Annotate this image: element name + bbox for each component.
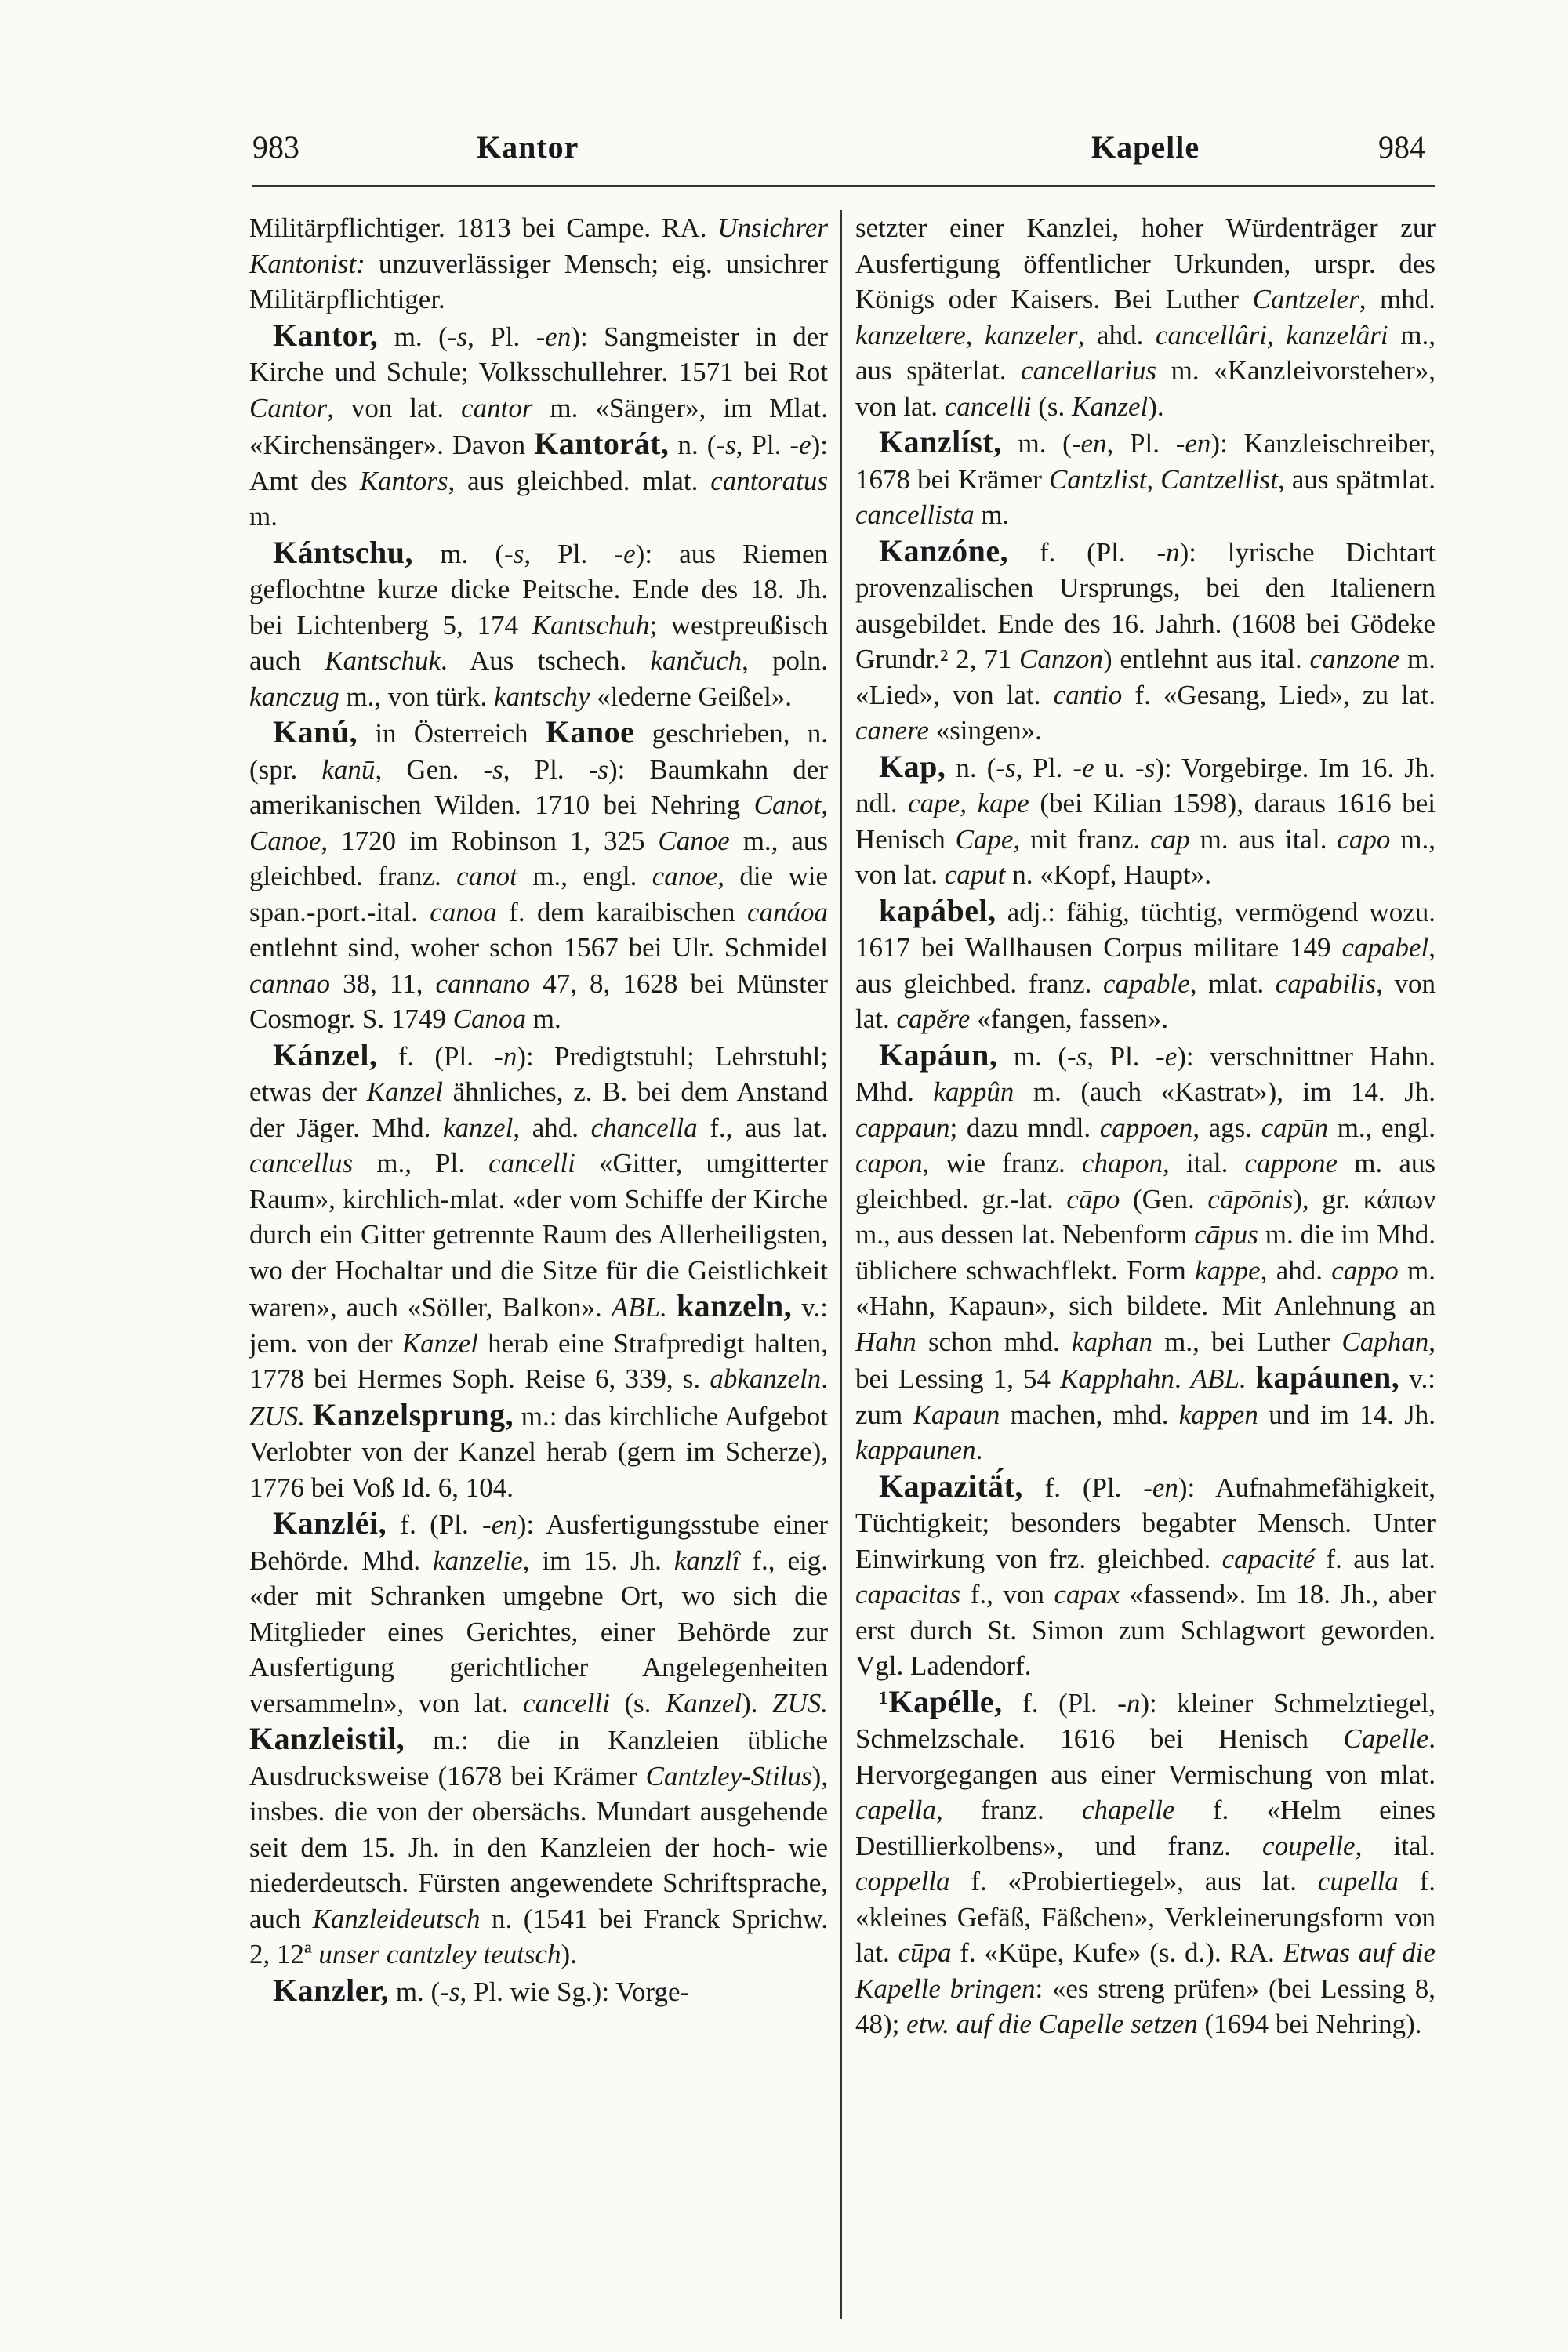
entry-text: «fassend». Im 18. Jh., aber erst durch St. Simon zum Schlagwort geworden. Vgl. Ladendorf. <box>855 1579 1436 1681</box>
entry-text: n. (- <box>669 430 726 460</box>
italic-text: Kapaun <box>913 1399 1000 1430</box>
entry-text: entlehnt sind, woher schon 1567 bei Ulr. Schmidel <box>249 932 828 963</box>
entry-text: , bei Lessing 1, 54 <box>855 1326 1436 1394</box>
italic-text: Hahn <box>855 1326 916 1357</box>
italic-text: e <box>1082 752 1094 783</box>
headword: Kanzlíst, <box>879 424 1002 459</box>
italic-text: ZUS. <box>772 1687 828 1719</box>
italic-text: cancellus <box>249 1148 354 1178</box>
entry-text: f. (Pl. - <box>1008 536 1167 568</box>
italic-text: Etwas auf die Kapelle bringen <box>855 1937 1436 2004</box>
italic-text: e <box>799 430 811 460</box>
italic-text: capĕre <box>896 1004 971 1034</box>
entry-text: ): Amt des <box>249 430 828 496</box>
entry-text: ): aus Riemen geflochtne kurze dicke Peitsche. Ende des 18. Jh. bei Lichtenberg 5, 174 <box>249 538 828 641</box>
italic-text: n <box>1126 1687 1141 1719</box>
entry-text: m. (- <box>1001 428 1081 459</box>
italic-text: chapelle <box>1082 1795 1175 1825</box>
italic-text: Kantschuh <box>532 609 650 641</box>
italic-text: Canoe <box>658 825 730 856</box>
dictionary-entry <box>249 714 828 1037</box>
italic-text: cūpa <box>898 1937 952 1968</box>
entry-text: , 1720 im Robinson 1, 325 <box>321 825 659 856</box>
entry-text: m. «Lied», von lat. <box>855 644 1436 710</box>
entry-text: , die wie span.-port.-ital. <box>249 861 828 927</box>
entry-text: setzter einer Kanzlei, hoher Würdenträger zur Ausfertigung öffentlicher Urkunden, urspr. des Königs oder Kaisers. Bei Luther <box>855 212 1436 314</box>
italic-text: kappûn <box>933 1076 1014 1107</box>
entry-text: f. «Helm eines Destillierkolbens», und franz. <box>855 1795 1436 1861</box>
entry-text: f., von <box>960 1579 1054 1610</box>
entry-text: m. <box>526 1004 561 1034</box>
italic-text: s <box>725 430 736 460</box>
headword: Kantorát, <box>534 426 670 461</box>
italic-text: kanzlî <box>673 1544 740 1576</box>
headword: kanzeln, <box>676 1288 793 1323</box>
dictionary-entry <box>855 1037 1436 1468</box>
italic-text: s <box>597 753 609 785</box>
entry-text: 47, 8, 1628 bei Münster Cosmogr. S. 1749 <box>249 967 828 1034</box>
entry-text: , ahd. <box>513 1112 591 1143</box>
entry-text: f. «kleines Gefäß, Fäßchen», Verkleinerungsform von lat. <box>855 1866 1436 1968</box>
dictionary-entry <box>855 1468 1436 1684</box>
italic-text: chapon <box>1081 1148 1163 1178</box>
italic-text: Canot, Canoe <box>249 789 828 856</box>
italic-text: kappaunen <box>855 1435 976 1465</box>
italic-text: cappone <box>1244 1148 1338 1178</box>
italic-text: s <box>1076 1040 1087 1072</box>
entry-text: Militärpflichtiger. 1813 bei Campe. RA. <box>249 212 718 243</box>
entry-text: m.: die in Kanzleien übliche Ausdrucksweise (1678 bei Krämer <box>249 1725 828 1791</box>
entry-text: m., aus späterlat. <box>855 319 1436 386</box>
entry-text: m., Pl. <box>353 1148 489 1178</box>
entry-text: , Pl. wie Sg.): Vorge- <box>459 1976 690 2007</box>
italic-text: coupelle <box>1262 1830 1356 1861</box>
entry-text: f. «Gesang, Lied», zu lat. <box>1122 679 1436 710</box>
entry-text: ähnliches, z. B. bei dem Anstand der Jäger. Mhd. <box>249 1076 828 1143</box>
headword: Kanzler, <box>273 1972 390 2008</box>
italic-text: unser cantzley teutsch <box>318 1939 561 1969</box>
dictionary-entry <box>249 535 828 715</box>
entry-text: herab eine Strafpredigt halten, 1778 bei Hermes Soph. Reise 6, 339, s. <box>249 1327 828 1394</box>
entry-text: . Hervorgegangen aus einer Vermischung von mlat. <box>855 1723 1436 1790</box>
italic-text: cupella <box>1317 1866 1399 1896</box>
italic-text: cantoratus <box>710 465 828 496</box>
italic-text: Kantschuk <box>325 645 441 676</box>
italic-text: Kanzel <box>401 1327 479 1359</box>
italic-text: s <box>1005 752 1016 783</box>
dictionary-entry <box>855 749 1436 893</box>
entry-text: m. (auch «Kastrat»), im 14. Jh. <box>1014 1076 1436 1107</box>
headword: Kanzléi, <box>273 1505 387 1541</box>
entry-text: f. (Pl. - <box>1002 1687 1127 1719</box>
entry-text: ): Ausfertigungsstube einer Behörde. Mhd. <box>249 1509 828 1576</box>
italic-text: capabilis <box>1275 967 1377 999</box>
italic-text: Cantzeler <box>1252 284 1359 314</box>
entry-text: machen, mhd. <box>1000 1399 1179 1430</box>
italic-text: s <box>456 321 468 352</box>
headword: ¹Kapélle, <box>879 1683 1003 1719</box>
entry-text: f. «Probiertiegel», aus lat. <box>949 1866 1318 1896</box>
italic-text: kantschy <box>494 681 590 712</box>
entry-text: , Pl. - <box>1106 428 1185 459</box>
dictionary-entry <box>249 1973 828 2010</box>
italic-text: Kantors <box>359 465 448 496</box>
entry-text: m. (- <box>378 321 457 352</box>
entry-text: , von lat. <box>327 392 462 423</box>
italic-text: capacitas <box>855 1579 961 1610</box>
right-page-number: 984 <box>1378 129 1425 165</box>
italic-text: en <box>1080 428 1107 459</box>
entry-text: , aus gleichbed. franz. <box>855 932 1436 999</box>
dictionary-entry <box>249 1505 828 1973</box>
italic-text: n <box>503 1040 517 1072</box>
entry-text: , im 15. Jh. <box>522 1544 674 1576</box>
italic-text: kančuch <box>650 645 742 676</box>
italic-text: abkanzeln <box>710 1363 822 1394</box>
headword: Kántschu, <box>273 534 413 570</box>
entry-text: , mhd. <box>1359 284 1436 314</box>
italic-text: kanzel <box>442 1112 514 1143</box>
italic-text: cāpus <box>1194 1219 1258 1250</box>
entry-text: ): kleiner Schmelztiegel, Schmelzschale. 1616 bei Henisch <box>855 1687 1436 1754</box>
headword: Kap, <box>879 748 946 784</box>
entry-text: , ags. <box>1192 1112 1261 1143</box>
italic-text: coppella <box>855 1866 950 1896</box>
entry-text: , Pl. - <box>467 321 546 352</box>
italic-text: canere <box>855 715 929 746</box>
italic-text: s <box>513 538 524 569</box>
italic-text: ABL. <box>611 1292 667 1323</box>
entry-text: und im 14. Jh. <box>1258 1399 1436 1430</box>
entry-text: , ahd. <box>1260 1254 1332 1286</box>
left-column <box>249 210 828 2327</box>
entry-text <box>667 1292 677 1323</box>
entry-text: ): lyrische Dichtart provenzalischen Ursprungs, bei den Italienern ausgebildet. Ende des 16. Jahrh. (1608 bei Gödeke Grundr.² 2, 71 <box>855 536 1436 674</box>
italic-text: cap <box>1150 823 1190 855</box>
entry-text: ) entlehnt aus ital. <box>1102 644 1310 674</box>
italic-text: Unsichrer Kantonist: <box>249 212 828 279</box>
entry-text: n. (1541 bei Franck Sprichw. 2, 12ª <box>249 1903 828 1969</box>
header-rule <box>252 185 1435 187</box>
entry-text: m., engl. <box>517 861 652 891</box>
entry-text: f., eig. «der mit Schranken umgebne Ort, wo sich die Mitglieder eines Gerichtes, einer Behörde zur Ausfertigung gerichtlicher Angelegenheiten versammeln», von lat. <box>249 1544 828 1719</box>
italic-text: capo <box>1337 823 1391 855</box>
italic-text: cancellarius <box>1021 355 1157 386</box>
headword: Kanzleistil, <box>249 1721 405 1756</box>
entry-text: (Gen. <box>1120 1183 1208 1214</box>
italic-text: cāpōnis <box>1207 1183 1294 1214</box>
italic-text: s <box>1144 752 1156 783</box>
italic-text: en <box>545 321 572 352</box>
italic-text: en <box>1185 428 1211 459</box>
entry-text: m. aus gleichbed. gr.-lat. <box>855 1148 1436 1214</box>
italic-text: canzone <box>1309 644 1400 674</box>
italic-text: Cape <box>955 823 1014 855</box>
italic-text: cappo <box>1331 1254 1399 1286</box>
headword: Kantor, <box>273 317 379 353</box>
italic-text: kappen <box>1178 1399 1258 1430</box>
left-page-number: 983 <box>252 129 299 165</box>
entry-text: , Pl. - <box>1015 752 1083 783</box>
italic-text: Kanzleideutsch <box>312 1903 481 1934</box>
entry-text: f. (Pl. - <box>377 1040 503 1072</box>
headword: Kapáun, <box>879 1036 998 1073</box>
entry-text: «lederne Geißel». <box>590 681 793 712</box>
entry-continuation <box>855 210 1436 424</box>
entry-text: (s. <box>1031 390 1073 422</box>
italic-text: cāpo <box>1066 1183 1120 1214</box>
entry-text: . <box>821 1363 828 1394</box>
italic-text: n <box>1166 536 1180 568</box>
italic-text: Cantor <box>249 392 328 423</box>
entry-text: ): Aufnahmefähigkeit, Tüchtigkeit; besonders begabter Mensch. Unter Einwirkung von frz. gleichbed. <box>855 1472 1436 1574</box>
entry-text: ). <box>1148 390 1164 422</box>
entry-continuation <box>249 210 828 318</box>
entry-text: : «es streng prüfen» (bei Lessing 8, 48); <box>855 1973 1436 2039</box>
italic-text: canoe <box>652 861 718 891</box>
italic-text: kanczug <box>249 681 339 712</box>
italic-text: capabel <box>1341 932 1429 963</box>
italic-text: etw. auf die Capelle setzen <box>906 2009 1198 2039</box>
italic-text: capacité <box>1221 1543 1316 1574</box>
entry-text: , Gen. - <box>375 753 493 785</box>
entry-text: geschrieben, n. (spr. <box>249 718 828 785</box>
headword: Kanzóne, <box>879 532 1009 568</box>
italic-text: cannao <box>249 967 331 999</box>
entry-text: ). <box>742 1687 772 1719</box>
italic-text: e <box>623 538 636 569</box>
entry-text: ; westpreußisch auch <box>249 609 828 676</box>
italic-text: capon <box>855 1148 923 1178</box>
entry-text: (s. <box>609 1687 666 1719</box>
dictionary-entry <box>855 424 1436 533</box>
italic-text: capax <box>1054 1579 1120 1610</box>
italic-text: Capelle <box>1343 1723 1429 1754</box>
entry-text: , Pl. - <box>1087 1040 1165 1072</box>
entry-text: (1694 bei Nehring). <box>1197 2009 1422 2039</box>
entry-text: m., von türk. <box>339 681 495 712</box>
italic-text: Kanzel <box>665 1687 742 1719</box>
italic-text: cancelli <box>944 390 1032 422</box>
entry-text: . <box>975 1435 983 1465</box>
italic-text: en <box>1152 1472 1178 1503</box>
italic-text: Cantzlist, Cantzellist <box>1048 463 1279 495</box>
entry-text: m. (- <box>997 1040 1076 1072</box>
entry-text: ): Sangmeister in der Kirche und Schule; Volksschullehrer. 1571 bei Rot <box>249 321 828 387</box>
italic-text: Canoa <box>452 1004 526 1034</box>
entry-text: , Pl. - <box>524 538 624 569</box>
entry-text: , aus spätmlat. <box>1278 463 1436 495</box>
entry-text: , aus gleichbed. mlat. <box>448 465 711 496</box>
entry-text: . <box>1174 1363 1191 1394</box>
entry-text: , wie franz. <box>922 1148 1082 1178</box>
entry-text: m. die im Mhd. üblichere schwachflekt. Form <box>855 1219 1436 1286</box>
entry-text: m. (- <box>389 1976 449 2007</box>
dictionary-entry <box>855 1684 1436 2042</box>
italic-text: cape, kape <box>908 788 1029 818</box>
italic-text: en <box>491 1509 517 1540</box>
headword: Kapazitä́t, <box>879 1468 1023 1504</box>
italic-text: kappe <box>1195 1254 1261 1286</box>
dictionary-entry <box>249 318 828 535</box>
dictionary-entry <box>855 533 1436 749</box>
italic-text: Cantzley-Stilus <box>645 1760 812 1791</box>
entry-text: in Österreich <box>358 718 546 749</box>
entry-text: «singen». <box>928 715 1042 746</box>
entry-text: ), gr. κάπων m., aus dessen lat. Nebenform <box>855 1183 1436 1250</box>
entry-text: ): Kanzleischreiber, 1678 bei Krämer <box>855 428 1436 495</box>
entry-text: «Gitter, umgitterter Raum», kirchlich-mlat. «der vom Schiffe der Kirche durch ein Gitter getrennte Raum des Allerheiligsten, wo der Hochaltar und die Sitze für die Geistlichkeit waren», auch «Söller, Balkon». <box>249 1148 828 1323</box>
entry-text: m., aus gleichbed. franz. <box>249 825 828 891</box>
italic-text: capable <box>1103 967 1190 999</box>
headword: Kanzelsprung, <box>312 1396 514 1432</box>
headword: Kanú, <box>273 714 358 750</box>
entry-text: . Aus tschech. <box>441 645 651 676</box>
entry-text: ). <box>561 1939 577 1969</box>
italic-text: capella <box>855 1795 937 1825</box>
entry-text: , ital. <box>1355 1830 1436 1861</box>
entry-text: , ahd. <box>1077 319 1156 350</box>
entry-text: f. aus lat. <box>1315 1543 1436 1574</box>
entry-text: m.: das kirchliche Aufgebot Verlobter von der Kanzel herab (gern im Scherze), 1776 bei Voß Id. 6, 104. <box>249 1400 828 1503</box>
headword: kapáunen, <box>1255 1359 1400 1395</box>
entry-text: , Pl. - <box>735 430 800 460</box>
entry-text: (bei Kilian 1598), daraus 1616 bei Henisch <box>855 788 1436 855</box>
italic-text: Kanzel <box>1072 390 1149 422</box>
entry-text: m. «Sänger», im Mlat. «Kirchensänger». Davon <box>249 392 828 460</box>
italic-text: cantio <box>1053 679 1123 710</box>
headword: Kánzel, <box>273 1036 378 1073</box>
entry-text: m., bei Luther <box>1152 1326 1342 1357</box>
italic-text: e <box>1164 1040 1178 1072</box>
entry-text: v.: zum <box>855 1363 1436 1430</box>
entry-text: f. dem karaibischen <box>496 896 747 927</box>
entry-text: ): verschnittner Hahn. Mhd. <box>855 1040 1436 1107</box>
entry-text: m. «Kanzleivorsteher», von lat. <box>855 355 1436 422</box>
entry-text: m. <box>249 501 278 532</box>
italic-text: Canzon <box>1018 644 1103 674</box>
entry-text <box>1247 1363 1256 1394</box>
entry-text: m. <box>974 499 1010 530</box>
italic-text: Caphan <box>1341 1326 1429 1357</box>
entry-text: m. aus ital. <box>1189 823 1338 855</box>
entry-text: v.: jem. von der <box>249 1292 828 1359</box>
dictionary-entry <box>249 1037 828 1506</box>
italic-text: cappoen <box>1099 1112 1193 1143</box>
entry-text: 38, 11, <box>330 967 436 999</box>
entry-text: f. (Pl. - <box>1022 1472 1152 1503</box>
italic-text: capūn <box>1261 1112 1329 1143</box>
entry-text: , franz. <box>936 1795 1082 1825</box>
entry-text: , Pl. - <box>503 753 598 785</box>
right-running-title: Kapelle <box>1091 129 1200 165</box>
entry-text: u. - <box>1094 752 1145 783</box>
italic-text: ZUS. <box>249 1400 305 1432</box>
entry-text <box>305 1401 313 1432</box>
entry-text: , mit franz. <box>1013 823 1151 855</box>
italic-text: cantor <box>461 392 533 423</box>
entry-text: n. «Kopf, Haupt». <box>1005 859 1211 890</box>
entry-text: f., aus lat. <box>697 1112 828 1143</box>
dictionary-entry <box>855 893 1436 1037</box>
headword: kapábel, <box>879 892 996 928</box>
entry-text: ): Baumkahn der amerikanischen Wilden. 1710 bei Nehring <box>249 753 828 820</box>
right-column <box>855 210 1436 2327</box>
entry-text: m., engl. <box>1328 1112 1436 1143</box>
entry-text: f. «Küpe, Kufe» (s. d.). RA. <box>951 1937 1283 1968</box>
headword: Kanoe <box>545 714 635 750</box>
entry-text: , von lat. <box>855 967 1436 1034</box>
italic-text: kanzelære, kanzeler <box>855 319 1078 350</box>
entry-text: ): Vorgebirge. Im 16. Jh. ndl. <box>855 752 1436 818</box>
entry-text: m. «Hahn, Kapaun», sich bildete. Mit Anlehnung an <box>855 1254 1436 1321</box>
entry-text: m. (- <box>413 538 514 569</box>
italic-text: cancellista <box>855 499 975 530</box>
italic-text: s <box>448 1976 460 2007</box>
italic-text: ABL. <box>1190 1363 1247 1394</box>
italic-text: kanū <box>321 753 376 785</box>
italic-text: cancelli <box>523 1687 610 1719</box>
entry-text: f. (Pl. - <box>387 1509 492 1540</box>
entry-text: adj.: fähig, tüchtig, vermögend wozu. 1617 bei Wallhausen Corpus militare 149 <box>855 896 1436 963</box>
italic-text: cancellâri, kanzelâri <box>1156 319 1388 350</box>
italic-text: cannano <box>435 967 531 999</box>
entry-text: , poln. <box>742 645 828 676</box>
entry-text: m., von lat. <box>855 823 1436 890</box>
italic-text: Kanzel <box>366 1076 443 1107</box>
entry-text: ; dazu mndl. <box>949 1112 1100 1143</box>
entry-text: ): Predigtstuhl; Lehrstuhl; etwas der <box>249 1040 828 1107</box>
entry-text: «fangen, fassen». <box>970 1004 1169 1034</box>
entry-text: schon mhd. <box>916 1326 1072 1357</box>
italic-text: s <box>492 753 503 785</box>
italic-text: cancelli <box>488 1148 575 1178</box>
italic-text: canoa <box>430 896 497 927</box>
italic-text: canot <box>456 861 517 891</box>
italic-text: kanzelie <box>433 1544 523 1576</box>
entry-text: , ital. <box>1162 1148 1245 1178</box>
italic-text: caput <box>944 859 1006 890</box>
italic-text: kaphan <box>1071 1326 1152 1357</box>
italic-text: Kapphahn <box>1060 1363 1174 1394</box>
italic-text: chancella <box>590 1112 698 1143</box>
entry-text: unzuverlässiger Mensch; eig. unsichrer Militärpflichtiger. <box>249 248 828 314</box>
entry-text: ), insbes. die von der obersächs. Mundart ausgehende seit dem 15. Jh. in den Kanzleien der hoch- wie niederdeutsch. Fürsten angewendete Schriftsprache, auch <box>249 1760 828 1934</box>
entry-text: n. (- <box>946 752 1006 783</box>
column-divider <box>840 210 842 2319</box>
entry-text: , mlat. <box>1189 967 1276 999</box>
italic-text: cappaun <box>855 1112 950 1143</box>
italic-text: canáoa <box>746 896 828 927</box>
left-running-title: Kantor <box>477 129 579 165</box>
